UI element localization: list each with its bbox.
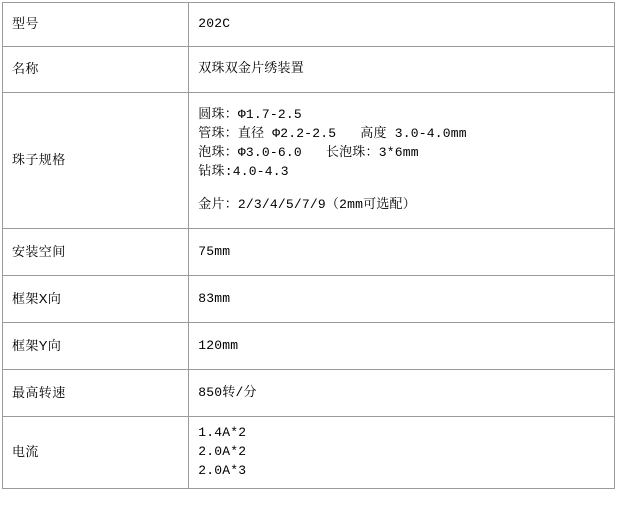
specification-table-body — [3, 3, 615, 489]
table-row — [3, 93, 615, 229]
spec-label-cell: 安装空间 — [3, 229, 189, 276]
spec-value-line: 120mm — [198, 337, 239, 353]
table-row — [3, 47, 615, 93]
spec-label-cell: 框架X向 — [3, 276, 189, 323]
spec-value-cell — [189, 93, 615, 229]
table-row — [3, 229, 615, 276]
spec-label-cell: 框架Y向 — [3, 323, 189, 370]
spec-value-line: 83mm — [198, 290, 231, 306]
spec-value-cell — [189, 3, 615, 47]
spec-value-line: 1.4A*2 — [198, 425, 247, 441]
spec-value-line: 圆珠：Φ1.7-2.5 — [198, 107, 302, 123]
spec-value-cell — [189, 417, 615, 489]
spec-value-cell — [189, 323, 615, 370]
spec-value-line: 2.0A*2 — [198, 444, 247, 460]
spec-value-line: 管珠：直径 Φ2.2-2.5 高度 3.0-4.0mm — [198, 126, 467, 142]
spec-value-cell — [189, 229, 615, 276]
spec-label-cell: 最高转速 — [3, 370, 189, 417]
spec-value-line: 钻珠:4.0-4.3 — [198, 163, 289, 179]
spec-value-line: 202C — [198, 16, 231, 32]
table-row — [3, 276, 615, 323]
spec-value-line: 2.0A*3 — [198, 462, 247, 478]
spec-value-line: 泡珠：Φ3.0-6.0 长泡珠：3*6mm — [198, 145, 419, 161]
spec-value-line: 850转/分 — [198, 384, 257, 400]
spec-value-line: 双珠双金片绣装置 — [198, 61, 304, 77]
spec-label-cell: 名称 — [3, 47, 189, 93]
table-row — [3, 370, 615, 417]
spec-label-cell: 型号 — [3, 3, 189, 47]
spec-value-cell — [189, 370, 615, 417]
spec-value-cell — [189, 47, 615, 93]
specification-table — [2, 2, 615, 489]
spec-label-cell: 珠子规格 — [3, 93, 189, 229]
spec-label-cell: 电流 — [3, 417, 189, 489]
table-row — [3, 323, 615, 370]
spec-value-cell — [189, 276, 615, 323]
table-row — [3, 417, 615, 489]
spec-value-line: 75mm — [198, 243, 231, 259]
spec-value-line: 金片：2/3/4/5/7/9（2mm可选配） — [198, 196, 416, 212]
table-row — [3, 3, 615, 47]
